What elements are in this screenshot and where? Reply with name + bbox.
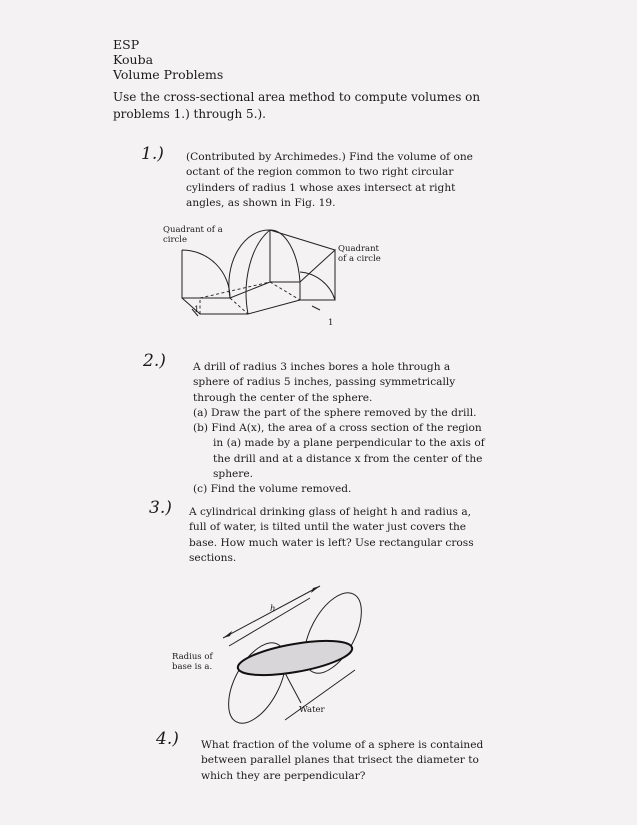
problem-2-part-c: (c) Find the volume removed. [193,483,352,496]
problem-2-number: 2.) [143,351,166,371]
problem-4-text: What fraction of the volume of a sphere is contained between parallel planes that trisect the diameter to which they are perpendicular? [201,739,484,782]
problem-2-stem: A drill of radius 3 inches bores a hole through a sphere of radius 5 inches, passing symmetrically through the center of the sphere. [193,361,456,404]
problem-1-number: 1.) [141,144,164,164]
tilted-glass-figure [205,578,390,738]
label-h: h [270,604,276,614]
problem-4-number: 4.) [156,729,179,749]
label-radius: Radius of base is a. [172,652,213,672]
instructions: Use the cross-sectional area method to compute volumes on problems 1.) through 5.). [113,90,481,121]
label-quadrant-left: Quadrant of a circle [163,225,223,245]
problem-2-text [193,360,487,498]
header-author: Kouba [113,52,154,67]
problem-2-part-b: (b) Find A(x), the area of a cross section of the region in (a) made by a plane perpendicular to the axis of the drill and at a distance x from the center of the sphere. [193,422,485,481]
problem-2-part-a: (a) Draw the part of the sphere removed by the drill. [193,406,477,419]
header-title: Volume Problems [113,67,224,82]
problem-1-text: (Contributed by Archimedes.) Find the volume of one octant of the region common to two right circular cylinders of radius 1 whose axes intersect at right angles, as shown in Fig. 19. [186,151,473,209]
problem-3-text: A cylindrical drinking glass of height h and radius a, full of water, is tilted until the water just covers the base. How much water is left? Use rectangular cross sections. [189,506,474,564]
label-quadrant-right: Quadrant of a circle [338,244,381,264]
problem-3-number: 3.) [149,498,172,518]
tick-label-left: 1 [194,305,200,315]
header-esp: ESP [113,37,140,52]
tick-label-right: 1 [328,318,334,328]
label-water: Water [299,705,325,715]
